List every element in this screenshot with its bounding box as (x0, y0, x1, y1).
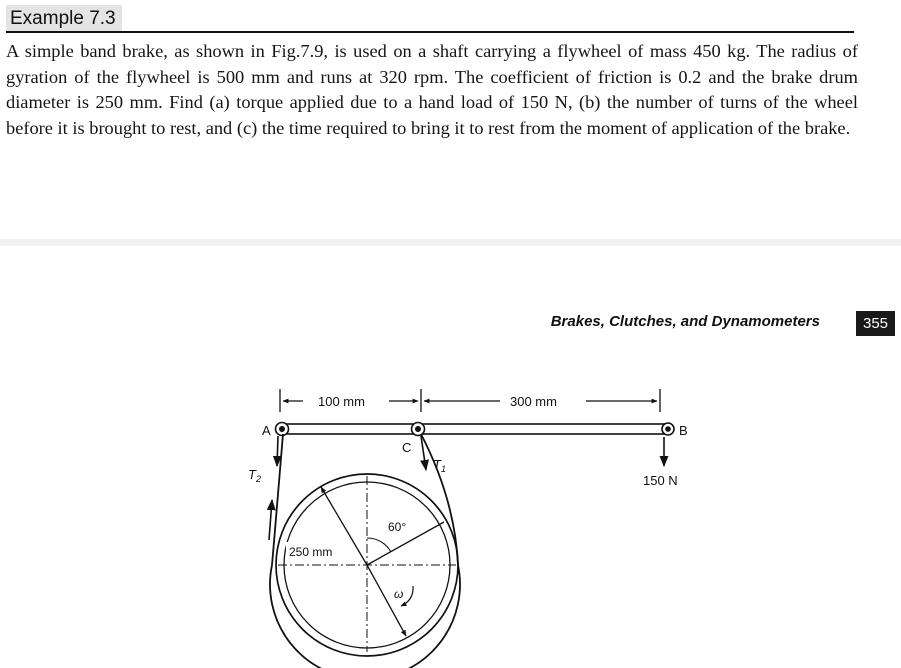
dim-300mm: 300 mm (510, 394, 557, 409)
running-head: Brakes, Clutches, and Dynamometers (550, 313, 820, 330)
example-label: Example 7.3 (6, 5, 122, 32)
page-number: 355 (856, 311, 895, 336)
label-a: A (262, 423, 271, 438)
label-b: B (679, 423, 688, 438)
load-label: 150 N (643, 473, 678, 488)
angle-arc (367, 538, 391, 552)
label-t2: $T_2$ (248, 467, 261, 484)
problem-statement: A simple band brake, as shown in Fig.7.9, is used on a shaft carrying a flywheel of mass 450 kg. The radius of gyration of the flywheel is 500 mm and runs at 320 rpm. The coefficient of friction is 0.2 and the brake drum diameter is 250 mm. Find (a) torque applied due to a hand load of 150 N, (b) the number of turns of the wheel before it is brought to rest, and (c) the time required to bring it to rest from the moment of application of the brake. (6, 41, 858, 138)
diameter-label: 250 mm (289, 545, 333, 559)
label-t1: $T_1$ (433, 457, 446, 474)
slack-tension-arrow-bottom (269, 500, 272, 540)
dim-100mm: 100 mm (318, 394, 365, 409)
omega-label: ω (394, 587, 404, 601)
angle-label: 60° (388, 520, 407, 534)
slack-tension-arrow-top (277, 436, 278, 466)
label-c: C (402, 440, 412, 455)
brake-lever (280, 424, 669, 434)
